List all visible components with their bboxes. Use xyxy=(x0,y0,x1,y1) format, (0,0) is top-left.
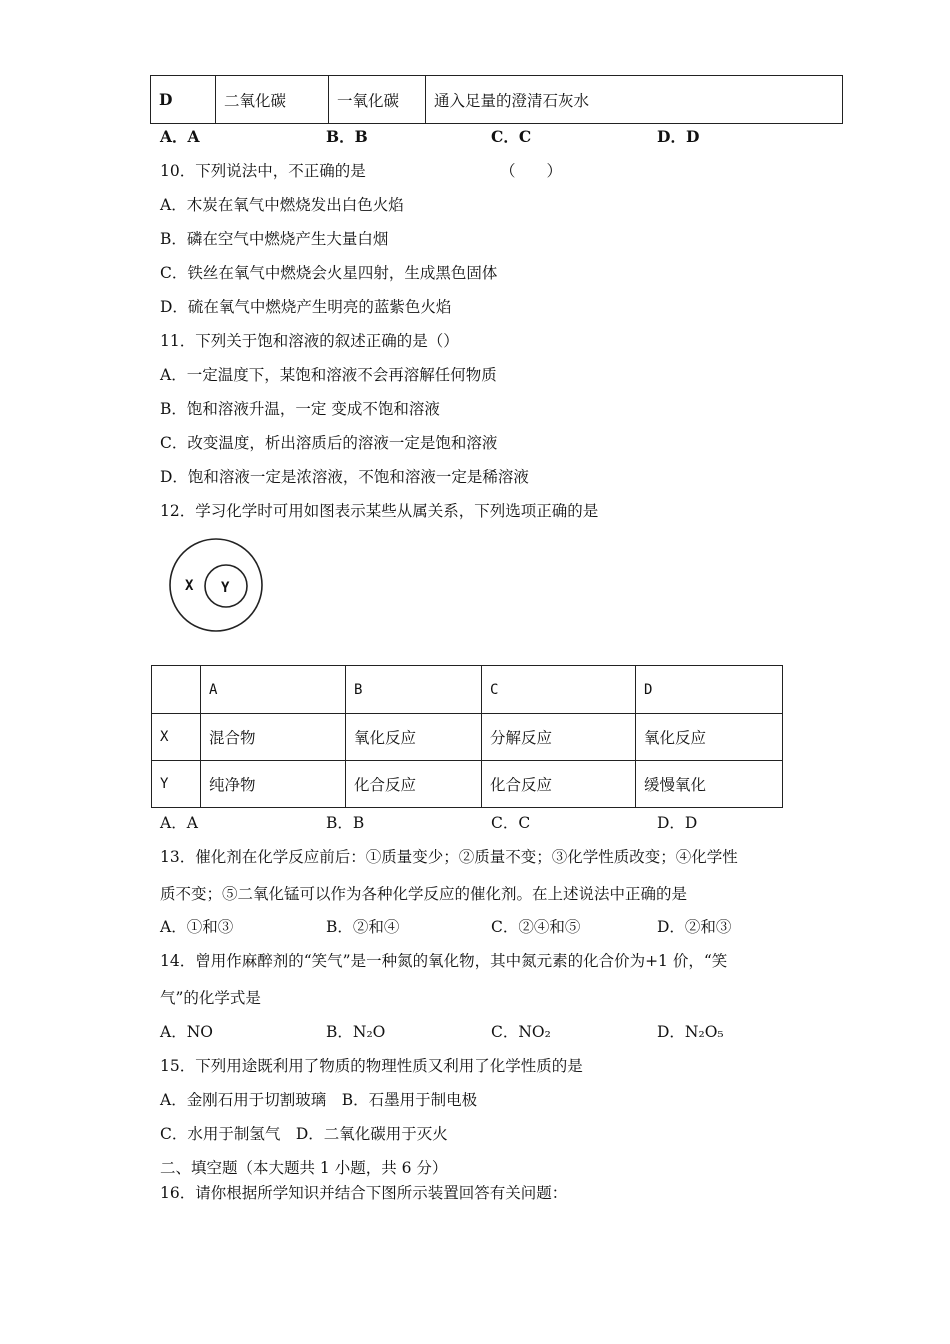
option-b[interactable]: B．N₂O xyxy=(326,1023,386,1041)
option-a[interactable]: A．A xyxy=(160,814,198,832)
q12-cell: 分解反应 xyxy=(482,714,636,761)
q12-header-cell: A xyxy=(201,666,346,714)
q11-option-d[interactable]: D．饱和溶液一定是浓溶液，不饱和溶液一定是稀溶液 xyxy=(160,468,529,486)
q12-header-cell: C xyxy=(482,666,636,714)
q12-cell: 氧化反应 xyxy=(346,714,482,761)
q10-answer-paren: （ ） xyxy=(500,162,563,180)
q10-option-d[interactable]: D．硫在氧气中燃烧产生明亮的蓝紫色火焰 xyxy=(160,298,452,316)
option-b[interactable]: B．B xyxy=(326,127,368,146)
q14-stem-line2: 气”的化学式是 xyxy=(160,989,261,1007)
q12-cell: 混合物 xyxy=(201,714,346,761)
option-c[interactable]: C．②④和⑤ xyxy=(491,918,581,936)
q15-options-line1[interactable]: A．金刚石用于切割玻璃 B．石墨用于制电极 xyxy=(160,1091,478,1109)
q11-option-a[interactable]: A．一定温度下，某饱和溶液不会再溶解任何物质 xyxy=(160,366,497,384)
section2-title: 二、填空题（本大题共 1 小题，共 6 分） xyxy=(160,1159,448,1177)
option-c[interactable]: C．C xyxy=(491,127,532,146)
option-b[interactable]: B．②和④ xyxy=(326,918,400,936)
option-c[interactable]: C．NO₂ xyxy=(491,1023,551,1041)
option-d[interactable]: D．D xyxy=(657,127,700,146)
option-a[interactable]: A．A xyxy=(160,127,200,146)
option-d[interactable]: D．D xyxy=(657,814,698,832)
q10-option-c[interactable]: C．铁丝在氧气中燃烧会火星四射，生成黑色固体 xyxy=(160,264,498,282)
top-table xyxy=(150,75,843,124)
option-d[interactable]: D．N₂O₅ xyxy=(657,1023,724,1041)
q12-stem: 12．学习化学时可用如图表示某些从属关系，下列选项正确的是 xyxy=(160,502,599,520)
top-table-cell: 二氧化碳 xyxy=(216,76,329,124)
q12-header-cell: B xyxy=(346,666,482,714)
q12-header-cell xyxy=(152,666,201,714)
q10-option-a[interactable]: A．木炭在氧气中燃烧发出白色火焰 xyxy=(160,196,404,214)
q15-options-line2[interactable]: C．水用于制氢气 D．二氧化碳用于灭火 xyxy=(160,1125,448,1143)
option-d[interactable]: D．②和③ xyxy=(657,918,732,936)
option-a[interactable]: A．NO xyxy=(160,1023,213,1041)
top-table-cell: 一氧化碳 xyxy=(329,76,426,124)
q11-stem: 11．下列关于饱和溶液的叙述正确的是（） xyxy=(160,332,459,350)
q12-cell: 化合反应 xyxy=(346,761,482,808)
q10-option-b[interactable]: B．磷在空气中燃烧产生大量白烟 xyxy=(160,230,389,248)
q16-stem: 16．请你根据所学知识并结合下图所示装置回答有关问题： xyxy=(160,1184,568,1202)
q12-table xyxy=(151,665,783,808)
q12-cell: 化合反应 xyxy=(482,761,636,808)
q12-header-cell: D xyxy=(636,666,783,714)
q11-option-b[interactable]: B．饱和溶液升温，一定 变成不饱和溶液 xyxy=(160,400,440,418)
top-table-cell: D xyxy=(151,76,216,124)
outer-circle xyxy=(170,539,262,631)
q15-stem: 15．下列用途既利用了物质的物理性质又利用了化学性质的是 xyxy=(160,1057,583,1075)
q12-cell: 缓慢氧化 xyxy=(636,761,783,808)
q12-cell: Y xyxy=(152,761,201,808)
q13-stem-line1: 13．催化剂在化学反应前后：①质量变少；②质量不变；③化学性质改变；④化学性 xyxy=(160,848,738,866)
q11-option-c[interactable]: C．改变温度，析出溶质后的溶液一定是饱和溶液 xyxy=(160,434,498,452)
q12-venn-diagram xyxy=(165,534,269,638)
option-c[interactable]: C．C xyxy=(491,814,531,832)
q12-cell: 氧化反应 xyxy=(636,714,783,761)
top-table-cell: 通入足量的澄清石灰水 xyxy=(426,76,843,124)
q12-cell: 纯净物 xyxy=(201,761,346,808)
outer-label: X xyxy=(185,578,194,594)
q12-cell: X xyxy=(152,714,201,761)
q13-stem-line2: 质不变；⑤二氧化锰可以作为各种化学反应的催化剂。在上述说法中正确的是 xyxy=(160,885,688,903)
option-a[interactable]: A．①和③ xyxy=(160,918,234,936)
inner-label: Y xyxy=(221,580,230,596)
q10-stem: 10．下列说法中，不正确的是 xyxy=(160,162,366,180)
option-b[interactable]: B．B xyxy=(326,814,365,832)
q14-stem-line1: 14．曾用作麻醉剂的“笑气”是一种氮的氧化物，其中氮元素的化合价为+1 价，“笑 xyxy=(160,952,728,970)
